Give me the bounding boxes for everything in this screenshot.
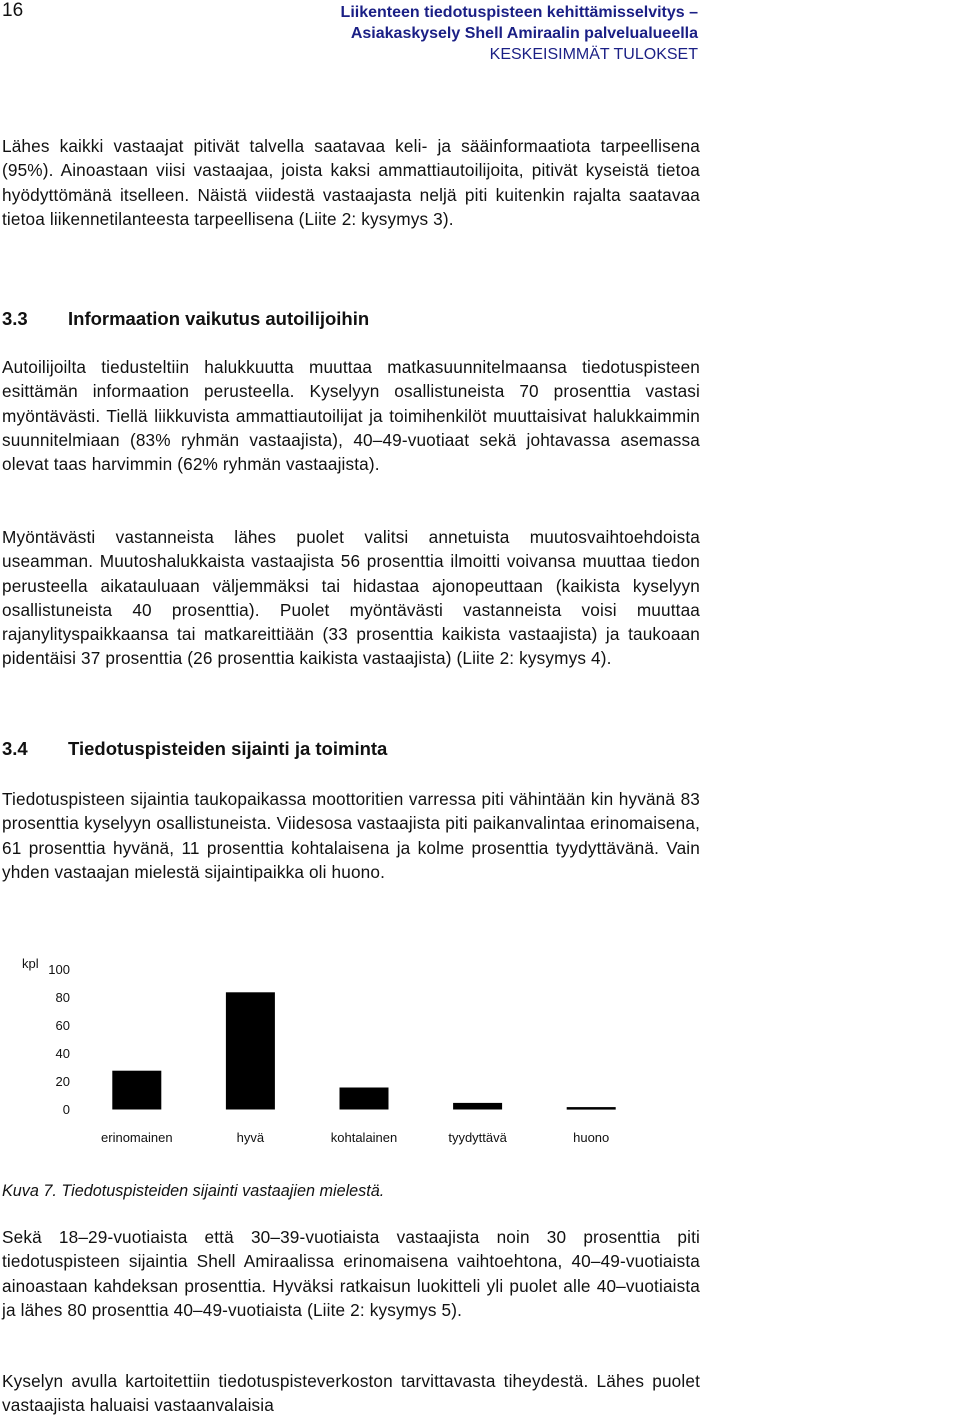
x-tick-label: hyvä — [236, 1130, 265, 1145]
section-title: Informaation vaikutus autoilijoihin — [68, 308, 370, 329]
figure-caption: Kuva 7. Tiedotuspisteiden sijainti vastaajien mielestä. — [2, 1182, 385, 1200]
section-heading-3-3 — [2, 308, 369, 330]
y-tick-label: 100 — [48, 962, 70, 977]
y-tick-label: 80 — [55, 990, 70, 1005]
header-chapter-title: KESKEISIMMÄT TULOKSET — [489, 46, 698, 63]
header-report-subtitle: Asiakaskysely Shell Amiraalin palvelualueella — [350, 25, 698, 42]
paragraph-weather-info: Lähes kaikki vastaajat pitivät talvella saatavaa keli- ja sääinformaatiota tarpeellisena (95%). Ainoastaan viisi vastaajaa, joista kaksi ammattiautoilijoita, pitivät kyseistä tietoa hyödyttömänä itselleen. Näistä viidestä vastaajasta neljä piti kuitenkin rajalta saatavaa tietoa liikennetilanteesta tarpeellisena (Liite 2: kysymys 3). — [2, 136, 700, 229]
section-number: 3.4 — [2, 738, 28, 759]
x-tick-label: kohtalainen — [330, 1130, 398, 1145]
y-tick-label: 60 — [55, 1018, 70, 1033]
bar-kohtalainen — [340, 1088, 388, 1109]
bar-tyydyttävä — [454, 1103, 502, 1109]
section-title: Tiedotuspisteiden sijainti ja toiminta — [68, 738, 388, 759]
section-number: 3.3 — [2, 308, 28, 329]
paragraph-network-density: Kyselyn avulla kartoitettiin tiedotuspisteverkoston tarvittavasta tiheydestä. Lähes puolet vastaajista haluaisi vastaanvalaisia — [2, 1371, 700, 1416]
page-number: 16 — [2, 0, 24, 21]
y-tick-label: 40 — [55, 1046, 70, 1061]
x-tick-label: tyydyttävä — [448, 1130, 507, 1145]
y-axis-label: kpl — [22, 956, 39, 971]
running-header — [341, 2, 698, 65]
y-tick-label: 20 — [55, 1074, 70, 1089]
paragraph-age-groups: Sekä 18–29-vuotiaista että 30–39-vuotiaista vastaajista noin 30 prosenttia piti tiedotuspisteen sijaintia Shell Amiraalissa erinomaisena vaihtoehtona, 40–49-vuotiaista ainoastaan kahdeksan prosenttia. Hyväksi ratkaisun luokitteli yli puolet alle 40–vuotiaista ja lähes 80 prosenttia 40–49-vuotiaista (Liite 2: kysymys 5). — [2, 1227, 700, 1320]
paragraph-location-ratings: Tiedotuspisteen sijaintia taukopaikassa moottoritien varressa piti vähintään kin hyvänä 83 prosenttia kyselyyn osallistuneista. Viidesosa vastaajista piti paikanvalintaa erinomaisena, 61 prosenttia hyvänä, 11 prosenttia kohtalaisena ja kolme prosenttia tyydyttävänä. Vain yhden vastaajan mielestä sijaintipaikka oli huono. — [2, 789, 700, 882]
bar-hyvä — [226, 993, 274, 1109]
bar-erinomainen — [113, 1071, 161, 1109]
paragraph-plan-changes: Autoilijoilta tiedusteltiin halukkuutta muuttaa matkasuunnitelmaansa tiedotuspisteen esittämän informaation perusteella. Kyselyyn osallistuneista 70 prosenttia vastasi myöntävästi. Tiellä liikkuvista ammattiautoilijat ja toimihenkilöt muuttaisivat halukkaimmin suunnitelmiaan (83% ryhmän vastaajista), 40–49-vuotiaat sekä johtavassa asemassa olevat taas harvimmin (62% ryhmän vastaajista). — [2, 357, 700, 475]
location-rating-bar-chart — [0, 950, 680, 1150]
bar-huono — [567, 1108, 615, 1110]
x-tick-label: erinomainen — [101, 1130, 173, 1145]
y-tick-label: 0 — [62, 1102, 70, 1117]
section-heading-3-4 — [2, 738, 387, 760]
header-report-title: Liikenteen tiedotuspisteen kehittämisselvitys – — [340, 4, 698, 21]
paragraph-change-options: Myöntävästi vastanneista lähes puolet valitsi annetuista muutosvaihtoehdoista useamman. Muutoshalukkaista vastaajista 56 prosenttia ilmoitti voivansa muuttaa tiedon perusteella aikatauluaan väljemmäksi tai hidastaa ajonopeuttaan (kaikista kyselyyn osallistuneista 40 prosenttia). Puolet myöntävästi vastanneista voisi muuttaa rajanylityspaikkaansa tai matkareittiään (33 prosenttia kaikista vastaajista) ja taukoaan pidentäisi 37 prosenttia (26 prosenttia kaikista vastaajista) (Liite 2: kysymys 4). — [2, 527, 700, 669]
x-tick-label: huono — [573, 1130, 610, 1145]
